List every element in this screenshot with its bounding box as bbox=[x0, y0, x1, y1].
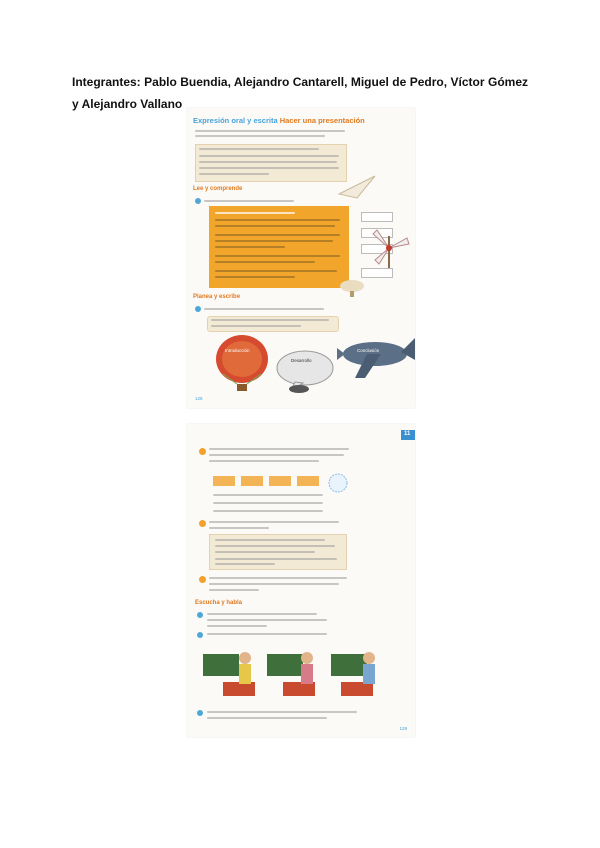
small-blimp-icon bbox=[287, 384, 311, 394]
step-4-icon bbox=[199, 520, 206, 527]
windmill-illustration bbox=[367, 226, 412, 271]
table-header-row bbox=[213, 476, 323, 488]
step-8-icon bbox=[197, 710, 203, 716]
step-6-icon bbox=[197, 612, 203, 618]
page2-number: 129 bbox=[399, 726, 407, 731]
classroom-illustration bbox=[199, 642, 399, 704]
airplane-illustration bbox=[337, 330, 415, 382]
step-5-icon bbox=[199, 576, 206, 583]
step-3-icon bbox=[199, 448, 206, 455]
members-label: Integrantes: bbox=[72, 75, 141, 89]
bubble-intro-label: Introducción bbox=[225, 348, 250, 353]
page1-title-prefix: Expresión oral y escrita bbox=[193, 116, 278, 125]
textbook-page-scan-1 bbox=[187, 108, 415, 408]
lamp-illustration bbox=[337, 278, 367, 300]
bubble-conclusion-label: Conclusión bbox=[357, 348, 380, 353]
page1-number: 128 bbox=[195, 396, 203, 401]
lightbulb-badge-icon bbox=[327, 472, 349, 494]
textbook-page-scan-2 bbox=[187, 424, 415, 737]
page1-title-main: Hacer una presentación bbox=[279, 116, 365, 125]
unit-tab-number: 11 bbox=[404, 431, 411, 437]
step-1-icon bbox=[195, 198, 201, 204]
step-2-icon bbox=[195, 306, 201, 312]
bubble-development-label: Desarrollo bbox=[291, 358, 312, 363]
label-box-1 bbox=[361, 212, 393, 222]
section-listen-heading: Escucha y habla bbox=[195, 600, 243, 606]
section-read-heading: Lee y comprende bbox=[193, 186, 243, 192]
paper-plane-icon bbox=[337, 172, 377, 202]
page1-title bbox=[193, 116, 365, 125]
hot-air-balloon-illustration bbox=[213, 334, 271, 396]
members-names: Pablo Buendia, Alejandro Cantarell, Miguel de Pedro, Víctor Gómez y Alejandro Vallano bbox=[72, 75, 528, 111]
unit-tab bbox=[401, 430, 415, 440]
section-plan-heading: Planea y escribe bbox=[193, 294, 241, 300]
step-7-icon bbox=[197, 632, 203, 638]
